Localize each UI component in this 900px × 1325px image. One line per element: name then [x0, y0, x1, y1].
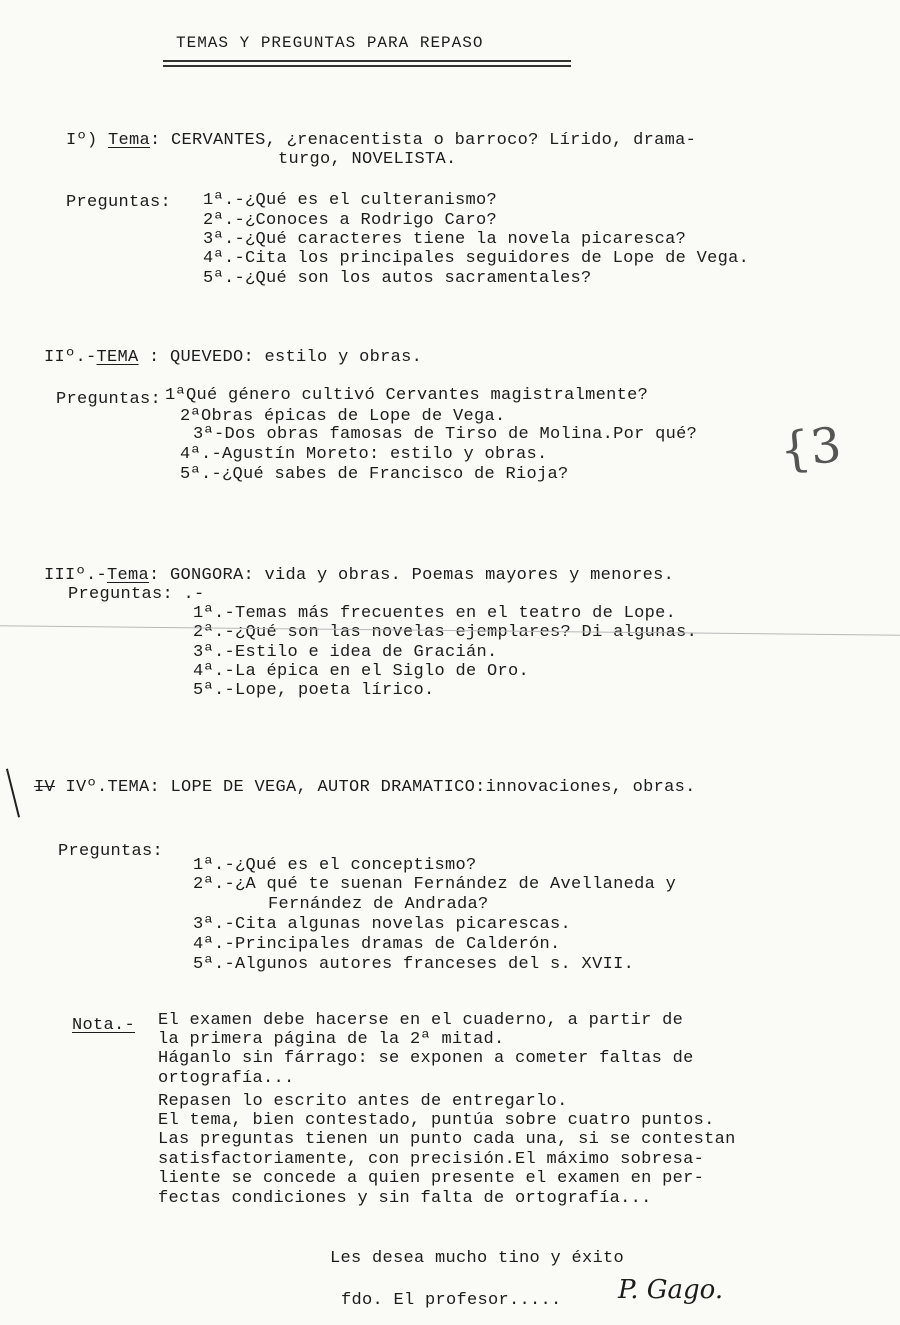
section-3-question: 4ª.-La épica en el Siglo de Oro.	[193, 662, 530, 681]
title-double-rule-bottom	[163, 65, 571, 67]
section-1-question: 4ª.-Cita los principales seguidores de Lope de Vega.	[203, 249, 750, 268]
nota-line: liente se concede a quien presente el examen en per-	[158, 1169, 705, 1188]
section-4-question-continuation: Fernández de Andrada?	[268, 895, 489, 914]
margin-pen-mark	[6, 769, 20, 818]
section-4-question: 2ª.-¿A qué te suenan Fernández de Avellaneda y	[193, 875, 677, 894]
nota-label: Nota.-	[72, 1016, 136, 1035]
section-1-tema-text: : CERVANTES, ¿renacentista o barroco? Lírido, drama-	[150, 131, 697, 150]
page-title: TEMAS Y PREGUNTAS PARA REPASO	[176, 34, 484, 52]
section-4-heading	[34, 778, 696, 797]
section-1-number: Iº)	[66, 131, 98, 150]
section-2-question: 3ª-Dos obras famosas de Tirso de Molina.Por qué?	[193, 425, 698, 444]
nota-line: El examen debe hacerse en el cuaderno, a partir de	[158, 1011, 684, 1030]
section-4-question: 1ª.-¿Qué es el conceptismo?	[193, 856, 477, 875]
nota-line: la primera página de la 2ª mitad.	[158, 1030, 505, 1049]
section-2-question: 4ª.-Agustín Moreto: estilo y obras.	[180, 445, 548, 464]
section-2-question: 1ªQué género cultivó Cervantes magistralmente?	[165, 386, 649, 405]
section-4-heading-text: IVº.TEMA: LOPE DE VEGA, AUTOR DRAMATICO:innovaciones, obras.	[55, 778, 696, 797]
nota-line: Háganlo sin fárrago: se exponen a cometer faltas de	[158, 1049, 694, 1068]
section-2-question: 5ª.-¿Qué sabes de Francisco de Rioja?	[180, 465, 569, 484]
nota-line: Las preguntas tienen un punto cada una, si se contestan	[158, 1130, 736, 1149]
section-4-question: 5ª.-Algunos autores franceses del s. XVII.	[193, 955, 635, 974]
section-1-tema-continuation: turgo, NOVELISTA.	[278, 150, 457, 169]
section-2-question: 2ªObras épicas de Lope de Vega.	[180, 407, 506, 426]
section-1-question: 3ª.-¿Qué caracteres tiene la novela picaresca?	[203, 230, 687, 249]
nota-line: El tema, bien contestado, puntúa sobre cuatro puntos.	[158, 1111, 715, 1130]
section-3-question: 1ª.-Temas más frecuentes en el teatro de Lope.	[193, 604, 677, 623]
section-3-number: IIIº.-	[44, 566, 108, 585]
margin-scribble: {3	[777, 416, 844, 480]
section-2-heading	[44, 348, 422, 367]
section-2-tema-label: TEMA	[96, 348, 139, 367]
nota-line: fectas condiciones y sin falta de ortografía...	[158, 1189, 652, 1208]
nota-line: Repasen lo escrito antes de entregarlo.	[158, 1092, 568, 1111]
section-3-heading	[44, 566, 674, 585]
title-double-rule-top	[163, 60, 571, 62]
section-4-struck-numeral: IV	[34, 778, 56, 797]
section-1-heading	[66, 131, 696, 150]
closing-signed: fdo. El profesor.....	[341, 1291, 562, 1310]
section-2-preguntas-label: Preguntas:	[56, 390, 162, 409]
section-1-question: 5ª.-¿Qué son los autos sacramentales?	[203, 269, 592, 288]
section-3-question: 5ª.-Lope, poeta lírico.	[193, 681, 435, 700]
section-3-tema-label: Tema	[107, 566, 150, 585]
section-4-question: 4ª.-Principales dramas de Calderón.	[193, 935, 561, 954]
section-1-preguntas-label: Preguntas:	[66, 193, 172, 212]
section-4-question: 3ª.-Cita algunas novelas picarescas.	[193, 915, 572, 934]
section-3-preguntas-label: Preguntas: .-	[68, 585, 205, 604]
section-1-question: 1ª.-¿Qué es el culteranismo?	[203, 191, 498, 210]
section-3-tema-text: : GONGORA: vida y obras. Poemas mayores y menores.	[149, 566, 675, 585]
closing-wish: Les desea mucho tino y éxito	[330, 1249, 625, 1268]
signature: P. Gago.	[618, 1275, 724, 1305]
section-2-tema-text: : QUEVEDO: estilo y obras.	[138, 348, 423, 367]
section-3-question: 3ª.-Estilo e idea de Gracián.	[193, 643, 498, 662]
section-1-question: 2ª.-¿Conoces a Rodrigo Caro?	[203, 211, 498, 230]
section-3-question: 2ª.-¿Qué son las novelas ejemplares? Di algunas.	[193, 623, 698, 642]
nota-line: ortografía...	[158, 1069, 295, 1088]
section-2-number: IIº.-	[44, 348, 97, 367]
section-1-tema-label: Tema	[108, 131, 151, 150]
section-4-preguntas-label: Preguntas:	[58, 842, 164, 861]
nota-line: satisfactoriamente, con precisión.El máximo sobresa-	[158, 1150, 705, 1169]
